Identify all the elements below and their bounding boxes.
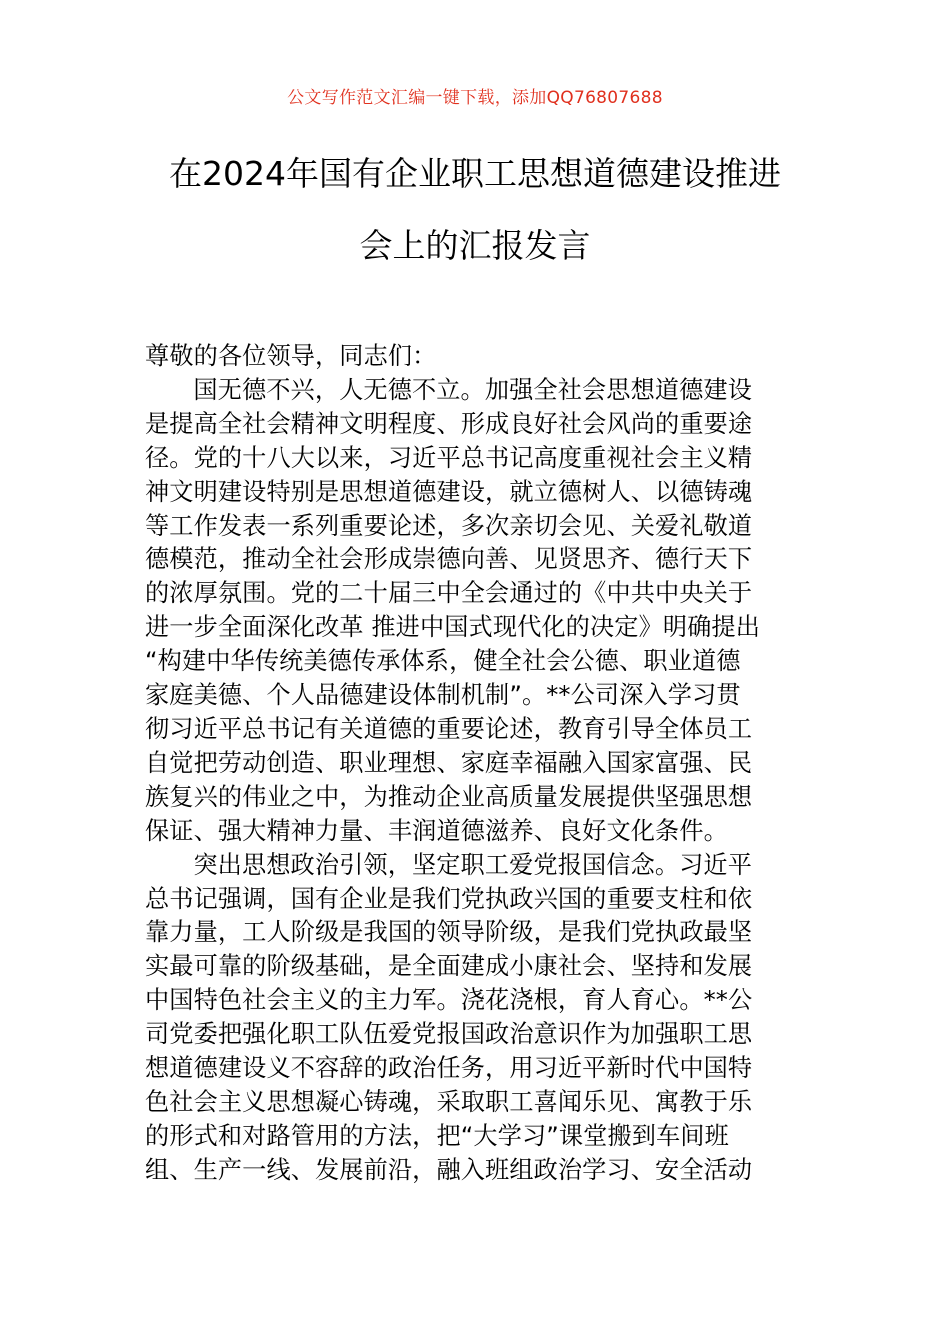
document-title-line-2: 会上的汇报发言 [359, 226, 591, 265]
text-line: 的浓厚氛围。党的二十届三中全会通过的《中共中央关于 [145, 579, 753, 608]
text-line: 想道德建设义不容辞的政治任务，用习近平新时代中国特 [145, 1054, 753, 1083]
text-line: 靠力量，工人阶级是我国的领导阶级，是我们党执政最坚 [145, 918, 753, 947]
text-line: 总书记强调，国有企业是我们党执政兴国的重要支柱和依 [145, 884, 753, 913]
salutation: 尊敬的各位领导，同志们： [145, 342, 437, 370]
text-line: 等工作发表一系列重要论述，多次亲切会见、关爱礼敬道 [145, 511, 753, 540]
text-line: 自觉把劳动创造、职业理想、家庭幸福融入国家富强、民 [145, 748, 753, 777]
text-line: 进一步全面深化改革 推进中国式现代化的决定》明确提出 [145, 613, 760, 642]
text-line: 实最可靠的阶级基础，是全面建成小康社会、坚持和发展 [145, 952, 753, 981]
text-line: 径。党的十八大以来，习近平总书记高度重视社会主义精 [145, 443, 753, 472]
text-line: 是提高全社会精神文明程度、形成良好社会风尚的重要途 [145, 409, 753, 438]
text-line: 司党委把强化职工队伍爱党报国政治意识作为加强职工思 [145, 1020, 753, 1049]
download-promo-note: 公文写作范文汇编一键下载，添加QQ76807688 [287, 88, 663, 108]
text-line: “构建中华传统美德传承体系，健全社会公德、职业道德 [145, 647, 741, 676]
text-line: 国无德不兴，人无德不立。加强全社会思想道德建设 [193, 375, 753, 404]
text-line: 神文明建设特别是思想道德建设，就立德树人、以德铸魂 [145, 477, 753, 506]
text-line: 突出思想政治引领，坚定职工爱党报国信念。习近平 [193, 850, 753, 879]
document-title-line-1: 在2024年国有企业职工思想道德建设推进 [169, 154, 781, 193]
text-line: 中国特色社会主义的主力军。浇花浇根，育人育心。**公 [145, 986, 753, 1015]
text-line: 色社会主义思想凝心铸魂，采取职工喜闻乐见、寓教于乐 [145, 1087, 753, 1116]
paragraph-1 [145, 374, 810, 849]
text-line: 族复兴的伟业之中，为推动企业高质量发展提供坚强思想 [145, 782, 753, 811]
text-line: 家庭美德、个人品德建设体制机制”。**公司深入学习贯 [145, 681, 741, 710]
document-body [145, 340, 810, 1188]
text-line: 的形式和对路管用的方法，把“大学习”课堂搬到车间班 [145, 1121, 729, 1150]
text-line: 彻习近平总书记有关道德的重要论述，教育引导全体员工 [145, 714, 753, 743]
text-line: 保证、强大精神力量、丰润道德滋养、良好文化条件。 [145, 816, 728, 845]
text-line: 组、生产一线、发展前沿，融入班组政治学习、安全活动 [145, 1155, 753, 1184]
text-line: 德模范，推动全社会形成崇德向善、见贤思齐、德行天下 [145, 545, 753, 574]
paragraph-2 [145, 849, 810, 1188]
